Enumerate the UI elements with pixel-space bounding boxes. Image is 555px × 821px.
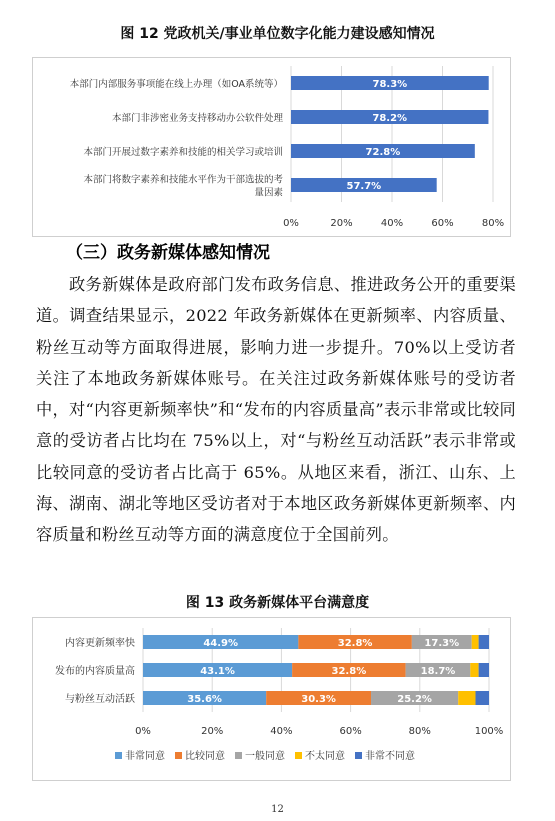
figure-12-svg [33,58,510,236]
legend-swatch [235,752,242,759]
bar-value-label: 57.7% [346,181,382,192]
legend-label: 不太同意 [305,751,345,762]
x-tick-label: 40% [380,218,404,229]
legend-swatch [175,752,182,759]
x-tick-label: 80% [408,726,431,737]
x-tick-label: 20% [330,218,353,229]
category-label: 内容更新频率快 [65,638,135,649]
legend-label: 非常同意 [125,751,165,762]
stacked-segment [476,691,489,705]
segment-value-label: 25.2% [397,694,432,705]
figure-13-svg [33,618,510,780]
x-tick-label: 80% [481,218,505,229]
x-tick-label: 100% [474,726,504,737]
legend-swatch [115,752,122,759]
category-label: 本部门将数字素养和技能水平作为干部选拔的考 [83,174,283,186]
legend-swatch [295,752,302,759]
segment-value-label: 30.3% [301,694,336,705]
figure-13-title: 图 13 政务新媒体平台满意度 [185,595,370,611]
stacked-segment [470,663,478,677]
segment-value-label: 35.6% [187,694,222,705]
x-tick-label: 0% [135,726,151,737]
category-label: 发布的内容质量高 [55,666,135,677]
category-label: 与粉丝互动活跃 [65,694,135,705]
legend-swatch [355,752,362,759]
stacked-segment [472,635,479,649]
page-number: 12 [271,804,284,815]
stacked-segment [479,663,489,677]
segment-value-label: 43.1% [200,666,235,677]
segment-value-label: 18.7% [420,666,456,677]
legend-label: 比较同意 [185,751,225,762]
x-tick-label: 40% [270,726,293,737]
bar-value-label: 72.8% [365,147,401,158]
x-tick-label: 60% [339,726,362,737]
category-label: 量因素 [254,187,283,199]
x-tick-label: 20% [201,726,224,737]
segment-value-label: 17.3% [424,638,460,649]
category-label: 本部门开展过数字素养和技能的相关学习或培训 [83,147,283,158]
stacked-segment [458,691,475,705]
section-heading: （三）政务新媒体感知情况 [66,243,270,263]
segment-value-label: 44.9% [203,638,239,649]
legend-label: 非常不同意 [365,751,415,762]
body-paragraph: 政务新媒体是政府部门发布政务信息、推进政务公开的重要渠道。调查结果显示，2022 年政务新媒体在更新频率、内容质量、粉丝互动等方面取得进展，影响力进一步提升。70%以上受访者关注了本地政务新媒体账号。在关注过政务新媒体账号的受访者中，对“内容更新频率快”和“发布的内容质量高”表示非常或比较同意的受访者占比均在 75%以上，对“与粉丝互动活跃”表示非常或比较同意的受访者占比高于 65%。从地区来看，浙江、山东、上海、湖南、湖北等地区受访者对于本地区政务新媒体更新频率、内容质量和粉丝互动等方面的满意度位于全国前列。 [36,275,516,545]
segment-value-label: 32.8% [331,666,367,677]
figure-12-chart [32,57,511,237]
legend-label: 一般同意 [245,751,285,762]
category-label: 本部门非涉密业务支持移动办公软件处理 [111,113,283,124]
bar-value-label: 78.3% [372,79,408,90]
x-tick-label: 60% [431,218,454,229]
figure-13-chart [32,617,511,781]
segment-value-label: 32.8% [337,638,373,649]
x-tick-label: 0% [283,218,299,229]
bar-value-label: 78.2% [372,113,408,124]
figure-12-title: 图 12 党政机关/事业单位数字化能力建设感知情况 [120,26,435,42]
stacked-segment [479,635,489,649]
category-label: 本部门内部服务事项能在线上办理（如OA系统等） [69,79,283,90]
